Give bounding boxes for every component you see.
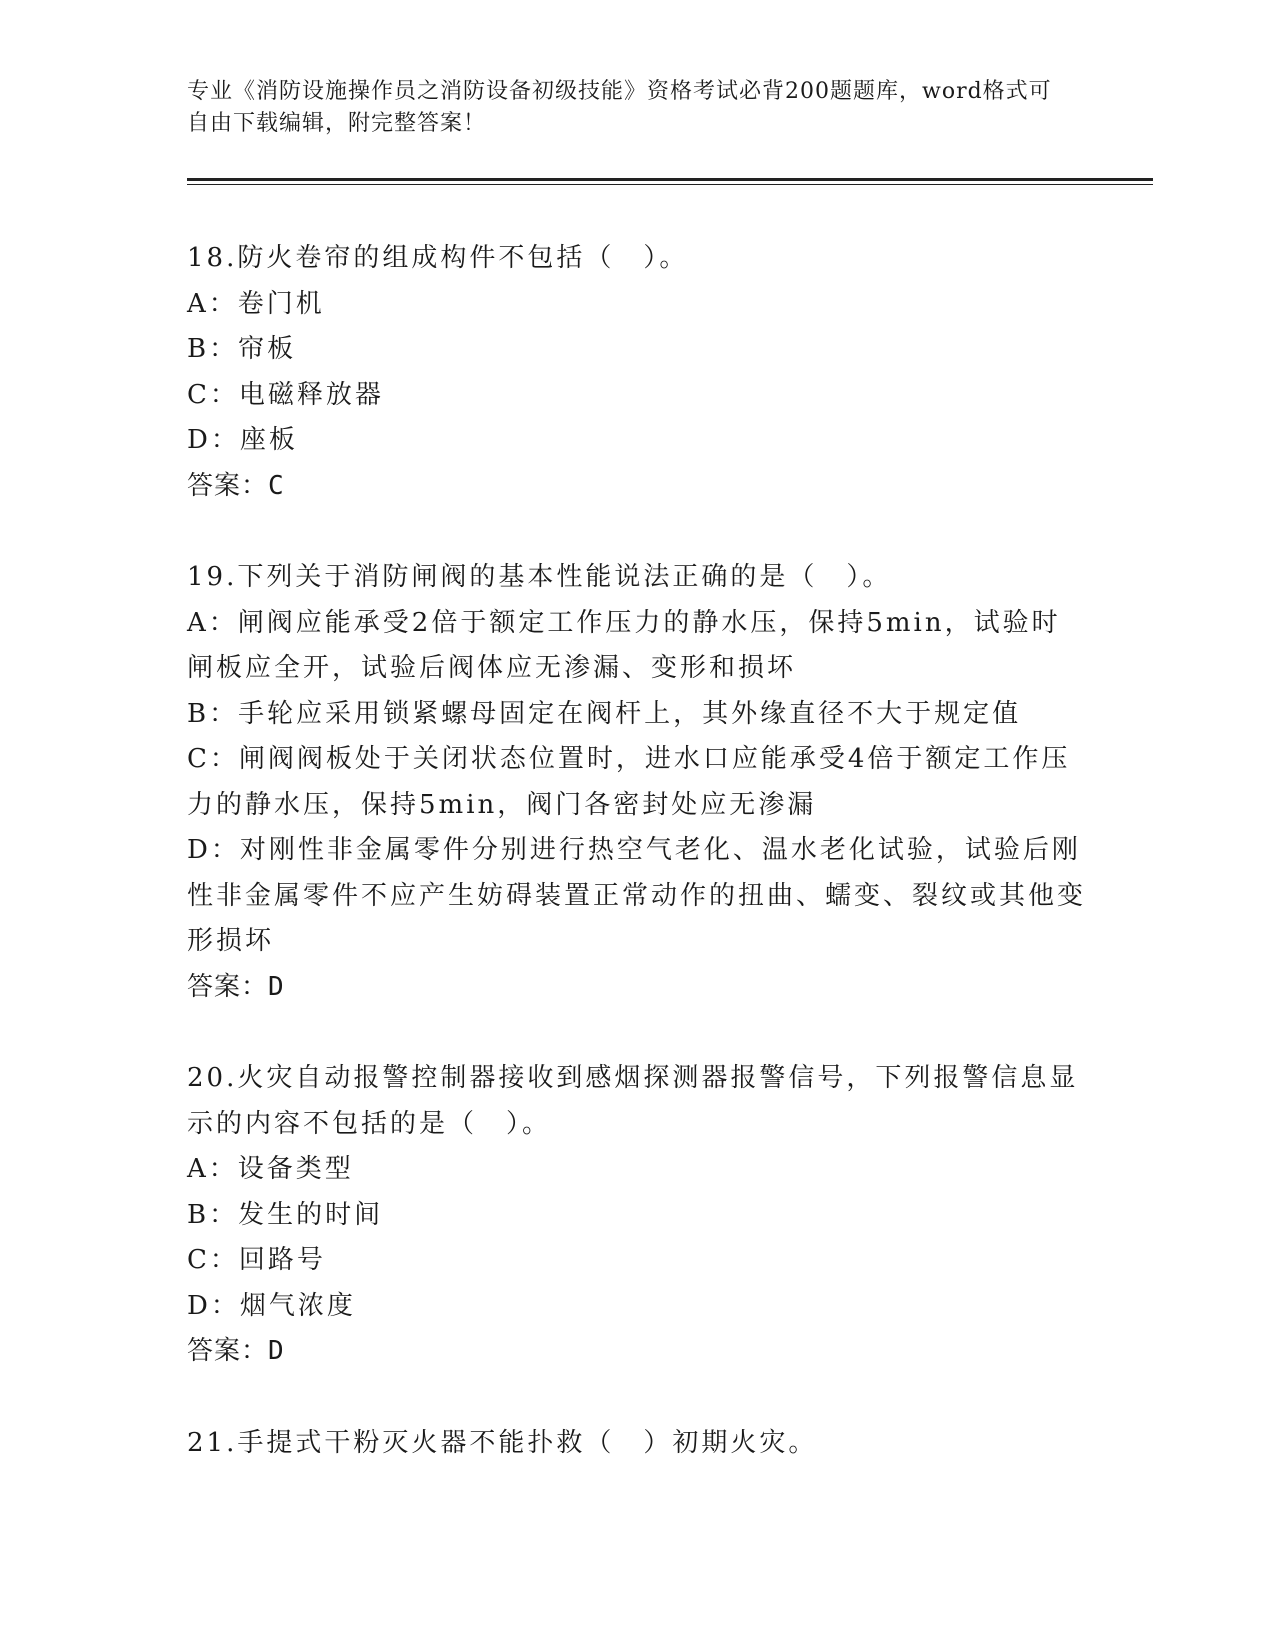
- answer-label: 答案：: [187, 971, 269, 1002]
- option-c: C：闸阀阀板处于关闭状态位置时，进水口应能承受4倍于额定工作压力的静水压，保持5min，阀门各密封处应无渗漏: [187, 744, 1071, 820]
- answer-value: D: [268, 971, 285, 1002]
- option-b: B：手轮应采用锁紧螺母固定在阀杆上，其外缘直径不大于规定值: [187, 698, 1022, 729]
- answer-value: C: [268, 470, 285, 501]
- document-header: 专业《消防设施操作员之消防设备初级技能》资格考试必背200题题库，word格式可自由下载编辑，附完整答案！: [187, 79, 1052, 136]
- question-stem: 18.防火卷帘的组成构件不包括（ ）。: [187, 243, 689, 273]
- header-divider-thick: [187, 178, 1153, 181]
- answer-line: [187, 965, 1087, 1011]
- option-a: A：卷门机: [187, 288, 325, 319]
- answer-line: [187, 464, 1087, 510]
- answer-label: 答案：: [187, 1336, 269, 1366]
- option-d: D：座板: [187, 425, 298, 455]
- question-18: [187, 236, 1087, 509]
- question-list: [187, 236, 1087, 1512]
- option-d: D：烟气浓度: [187, 1290, 356, 1321]
- question-21: [187, 1421, 1087, 1467]
- question-stem: 20.火灾自动报警控制器接收到感烟探测器报警信号，下列报警信息显示的内容不包括的是（ ）。: [187, 1063, 1079, 1139]
- question-stem: 19.下列关于消防闸阀的基本性能说法正确的是（ ）。: [187, 562, 892, 592]
- option-a: A：设备类型: [187, 1154, 354, 1184]
- option-a: A：闸阀应能承受2倍于额定工作压力的静水压，保持5min，试验时闸板应全开，试验后阀体应无渗漏、变形和损坏: [187, 607, 1061, 683]
- answer-line: [187, 1329, 1087, 1375]
- answer-label: 答案：: [187, 470, 269, 501]
- option-b: B：发生的时间: [187, 1199, 384, 1230]
- option-b: B：帘板: [187, 334, 297, 364]
- answer-value: D: [268, 1336, 285, 1366]
- option-c: C：电磁释放器: [187, 379, 384, 410]
- header-divider-thin: [187, 184, 1153, 185]
- question-stem: 21.手提式干粉灭火器不能扑救（ ）初期火灾。: [187, 1427, 818, 1458]
- option-c: C：回路号: [187, 1245, 326, 1275]
- question-20: [187, 1056, 1087, 1375]
- question-19: [187, 555, 1087, 1010]
- option-d: D：对刚性非金属零件分别进行热空气老化、温水老化试验，试验后刚性非金属零件不应产生妨碍装置正常动作的扭曲、蠕变、裂纹或其他变形损坏: [187, 835, 1087, 956]
